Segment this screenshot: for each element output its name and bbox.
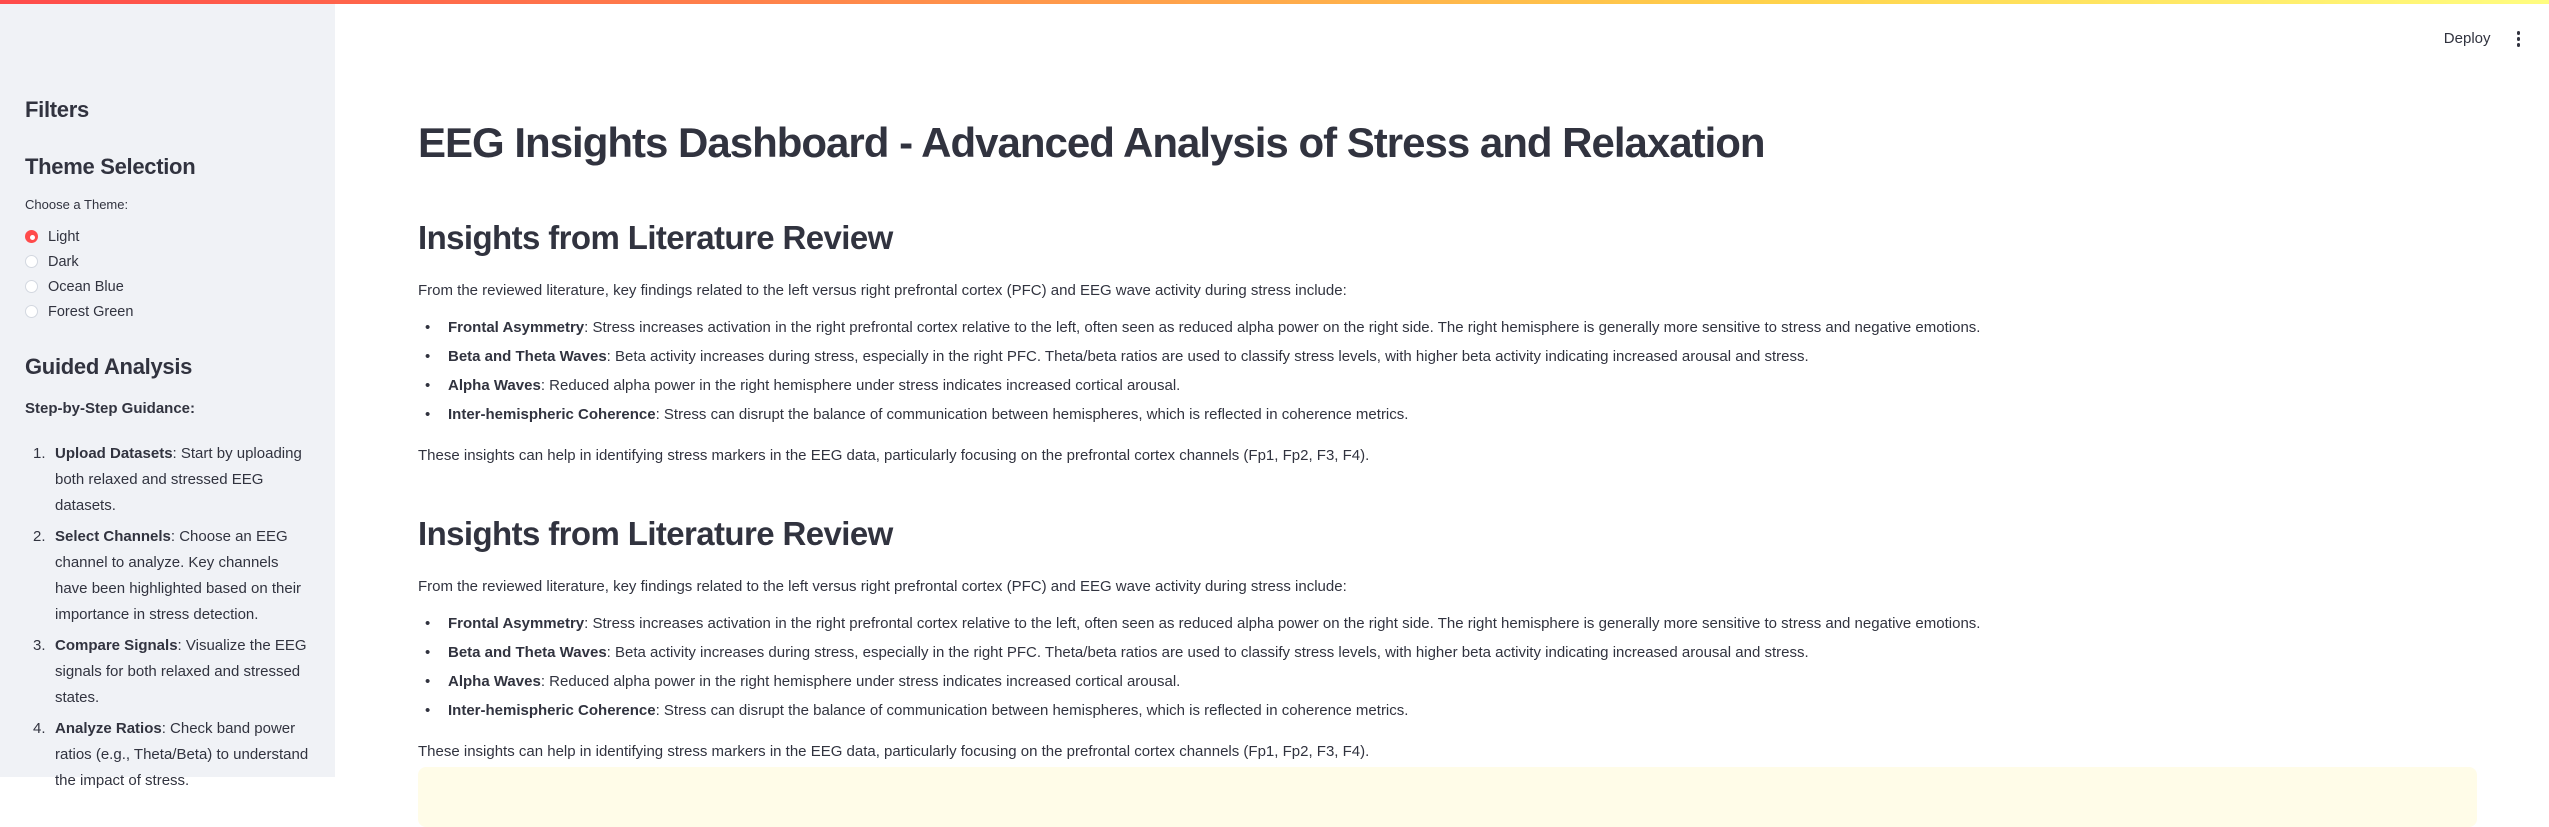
bullet-lead: Beta and Theta Waves xyxy=(448,644,607,661)
guided-steps-list xyxy=(25,441,310,794)
sidebar-filters-title: Filters xyxy=(25,96,310,124)
radio-option-ocean-blue[interactable] xyxy=(25,274,310,299)
bullet-text: : Stress increases activation in the right prefrontal cortex relative to the left, often seen as reduced alpha power on the right side. The right hemisphere is generally more sensitive to stress and negative emotions. xyxy=(584,319,1980,336)
bullet-lead: Frontal Asymmetry xyxy=(448,615,584,632)
literature-section-1 xyxy=(418,218,2477,467)
page-title: EEG Insights Dashboard - Advanced Analysis of Stress and Relaxation xyxy=(418,117,2477,169)
radio-label: Light xyxy=(48,229,79,245)
bullet-text: : Beta activity increases during stress, especially in the right PFC. Theta/beta ratios are used to classify stress levels, with higher beta activity indicating increased arousal and stress. xyxy=(607,644,1809,661)
section-heading: Insights from Literature Review xyxy=(418,218,2477,258)
radio-option-forest-green[interactable] xyxy=(25,299,310,324)
section-closing: These insights can help in identifying stress markers in the EEG data, particularly focusing on the prefrontal cortex channels (Fp1, Fp2, F3, F4). xyxy=(418,740,2477,763)
bullet-lead: Beta and Theta Waves xyxy=(448,348,607,365)
bullet-text: : Stress can disrupt the balance of communication between hemispheres, which is reflected in coherence metrics. xyxy=(656,702,1409,719)
radio-option-dark[interactable] xyxy=(25,249,310,274)
findings-list xyxy=(418,316,2477,426)
sidebar-guided-title: Guided Analysis xyxy=(25,353,310,381)
bullet-text: : Beta activity increases during stress, especially in the right PFC. Theta/beta ratios are used to classify stress levels, with higher beta activity indicating increased arousal and stress. xyxy=(607,348,1809,365)
step-lead: Compare Signals xyxy=(55,637,178,654)
bullet-text: : Reduced alpha power in the right hemisphere under stress indicates increased cortical arousal. xyxy=(541,673,1181,690)
guided-subtitle: Step-by-Step Guidance: xyxy=(25,396,310,422)
header-actions xyxy=(2440,28,2526,50)
findings-list xyxy=(418,612,2477,722)
bullet-lead: Inter-hemispheric Coherence xyxy=(448,406,656,423)
bullet-text: : Reduced alpha power in the right hemisphere under stress indicates increased cortical arousal. xyxy=(541,377,1181,394)
list-item xyxy=(418,641,2477,664)
list-item xyxy=(418,345,2477,368)
sidebar xyxy=(0,4,335,777)
list-item xyxy=(25,441,310,519)
step-lead: Analyze Ratios xyxy=(55,720,162,737)
step-number: 4. xyxy=(33,716,46,742)
bullet-lead: Alpha Waves xyxy=(448,377,541,394)
radio-unselected-icon xyxy=(25,255,38,268)
section-heading: Insights from Literature Review xyxy=(418,514,2477,554)
radio-selected-icon xyxy=(25,230,38,243)
list-item xyxy=(418,699,2477,722)
bullet-text: : Stress increases activation in the right prefrontal cortex relative to the left, often seen as reduced alpha power on the right side. The right hemisphere is generally more sensitive to stress and negative emotions. xyxy=(584,615,1980,632)
radio-option-light[interactable] xyxy=(25,224,310,249)
decoration-bar xyxy=(0,0,2549,4)
radio-label: Ocean Blue xyxy=(48,279,124,295)
bullet-lead: Inter-hemispheric Coherence xyxy=(448,702,656,719)
bullet-lead: Alpha Waves xyxy=(448,673,541,690)
radio-unselected-icon xyxy=(25,305,38,318)
step-number: 2. xyxy=(33,524,46,550)
main-content xyxy=(335,0,2549,777)
list-item xyxy=(418,612,2477,635)
warning-banner xyxy=(418,767,2477,827)
list-item xyxy=(418,670,2477,693)
step-text: : Visualize the EEG signals for both relaxed and stressed states. xyxy=(55,637,307,706)
step-lead: Upload Datasets xyxy=(55,445,173,462)
list-item xyxy=(25,633,310,711)
step-text: : Check band power ratios (e.g., Theta/Beta) to understand the impact of stress. xyxy=(55,720,308,789)
step-text: : Choose an EEG channel to analyze. Key channels have been highlighted based on their importance in stress detection. xyxy=(55,528,301,623)
list-item xyxy=(25,716,310,794)
list-item xyxy=(418,403,2477,426)
radio-label: Dark xyxy=(48,254,79,270)
theme-radio-group-label: Choose a Theme: xyxy=(25,195,310,215)
overflow-menu-icon[interactable] xyxy=(2511,28,2527,50)
step-text: : Start by uploading both relaxed and stressed EEG datasets. xyxy=(55,445,302,514)
bullet-text: : Stress can disrupt the balance of communication between hemispheres, which is reflected in coherence metrics. xyxy=(656,406,1409,423)
sidebar-theme-title: Theme Selection xyxy=(25,153,310,181)
step-lead: Select Channels xyxy=(55,528,171,545)
list-item xyxy=(25,524,310,628)
literature-section-2 xyxy=(418,514,2477,763)
theme-radio-group xyxy=(25,224,310,324)
section-closing: These insights can help in identifying stress markers in the EEG data, particularly focusing on the prefrontal cortex channels (Fp1, Fp2, F3, F4). xyxy=(418,444,2477,467)
step-number: 3. xyxy=(33,633,46,659)
section-intro: From the reviewed literature, key findings related to the left versus right prefrontal cortex (PFC) and EEG wave activity during stress include: xyxy=(418,279,2477,302)
radio-label: Forest Green xyxy=(48,304,133,320)
deploy-button[interactable]: Deploy xyxy=(2440,28,2495,49)
list-item xyxy=(418,316,2477,339)
radio-unselected-icon xyxy=(25,280,38,293)
step-number: 1. xyxy=(33,441,46,467)
bullet-lead: Frontal Asymmetry xyxy=(448,319,584,336)
section-intro: From the reviewed literature, key findings related to the left versus right prefrontal cortex (PFC) and EEG wave activity during stress include: xyxy=(418,575,2477,598)
list-item xyxy=(418,374,2477,397)
